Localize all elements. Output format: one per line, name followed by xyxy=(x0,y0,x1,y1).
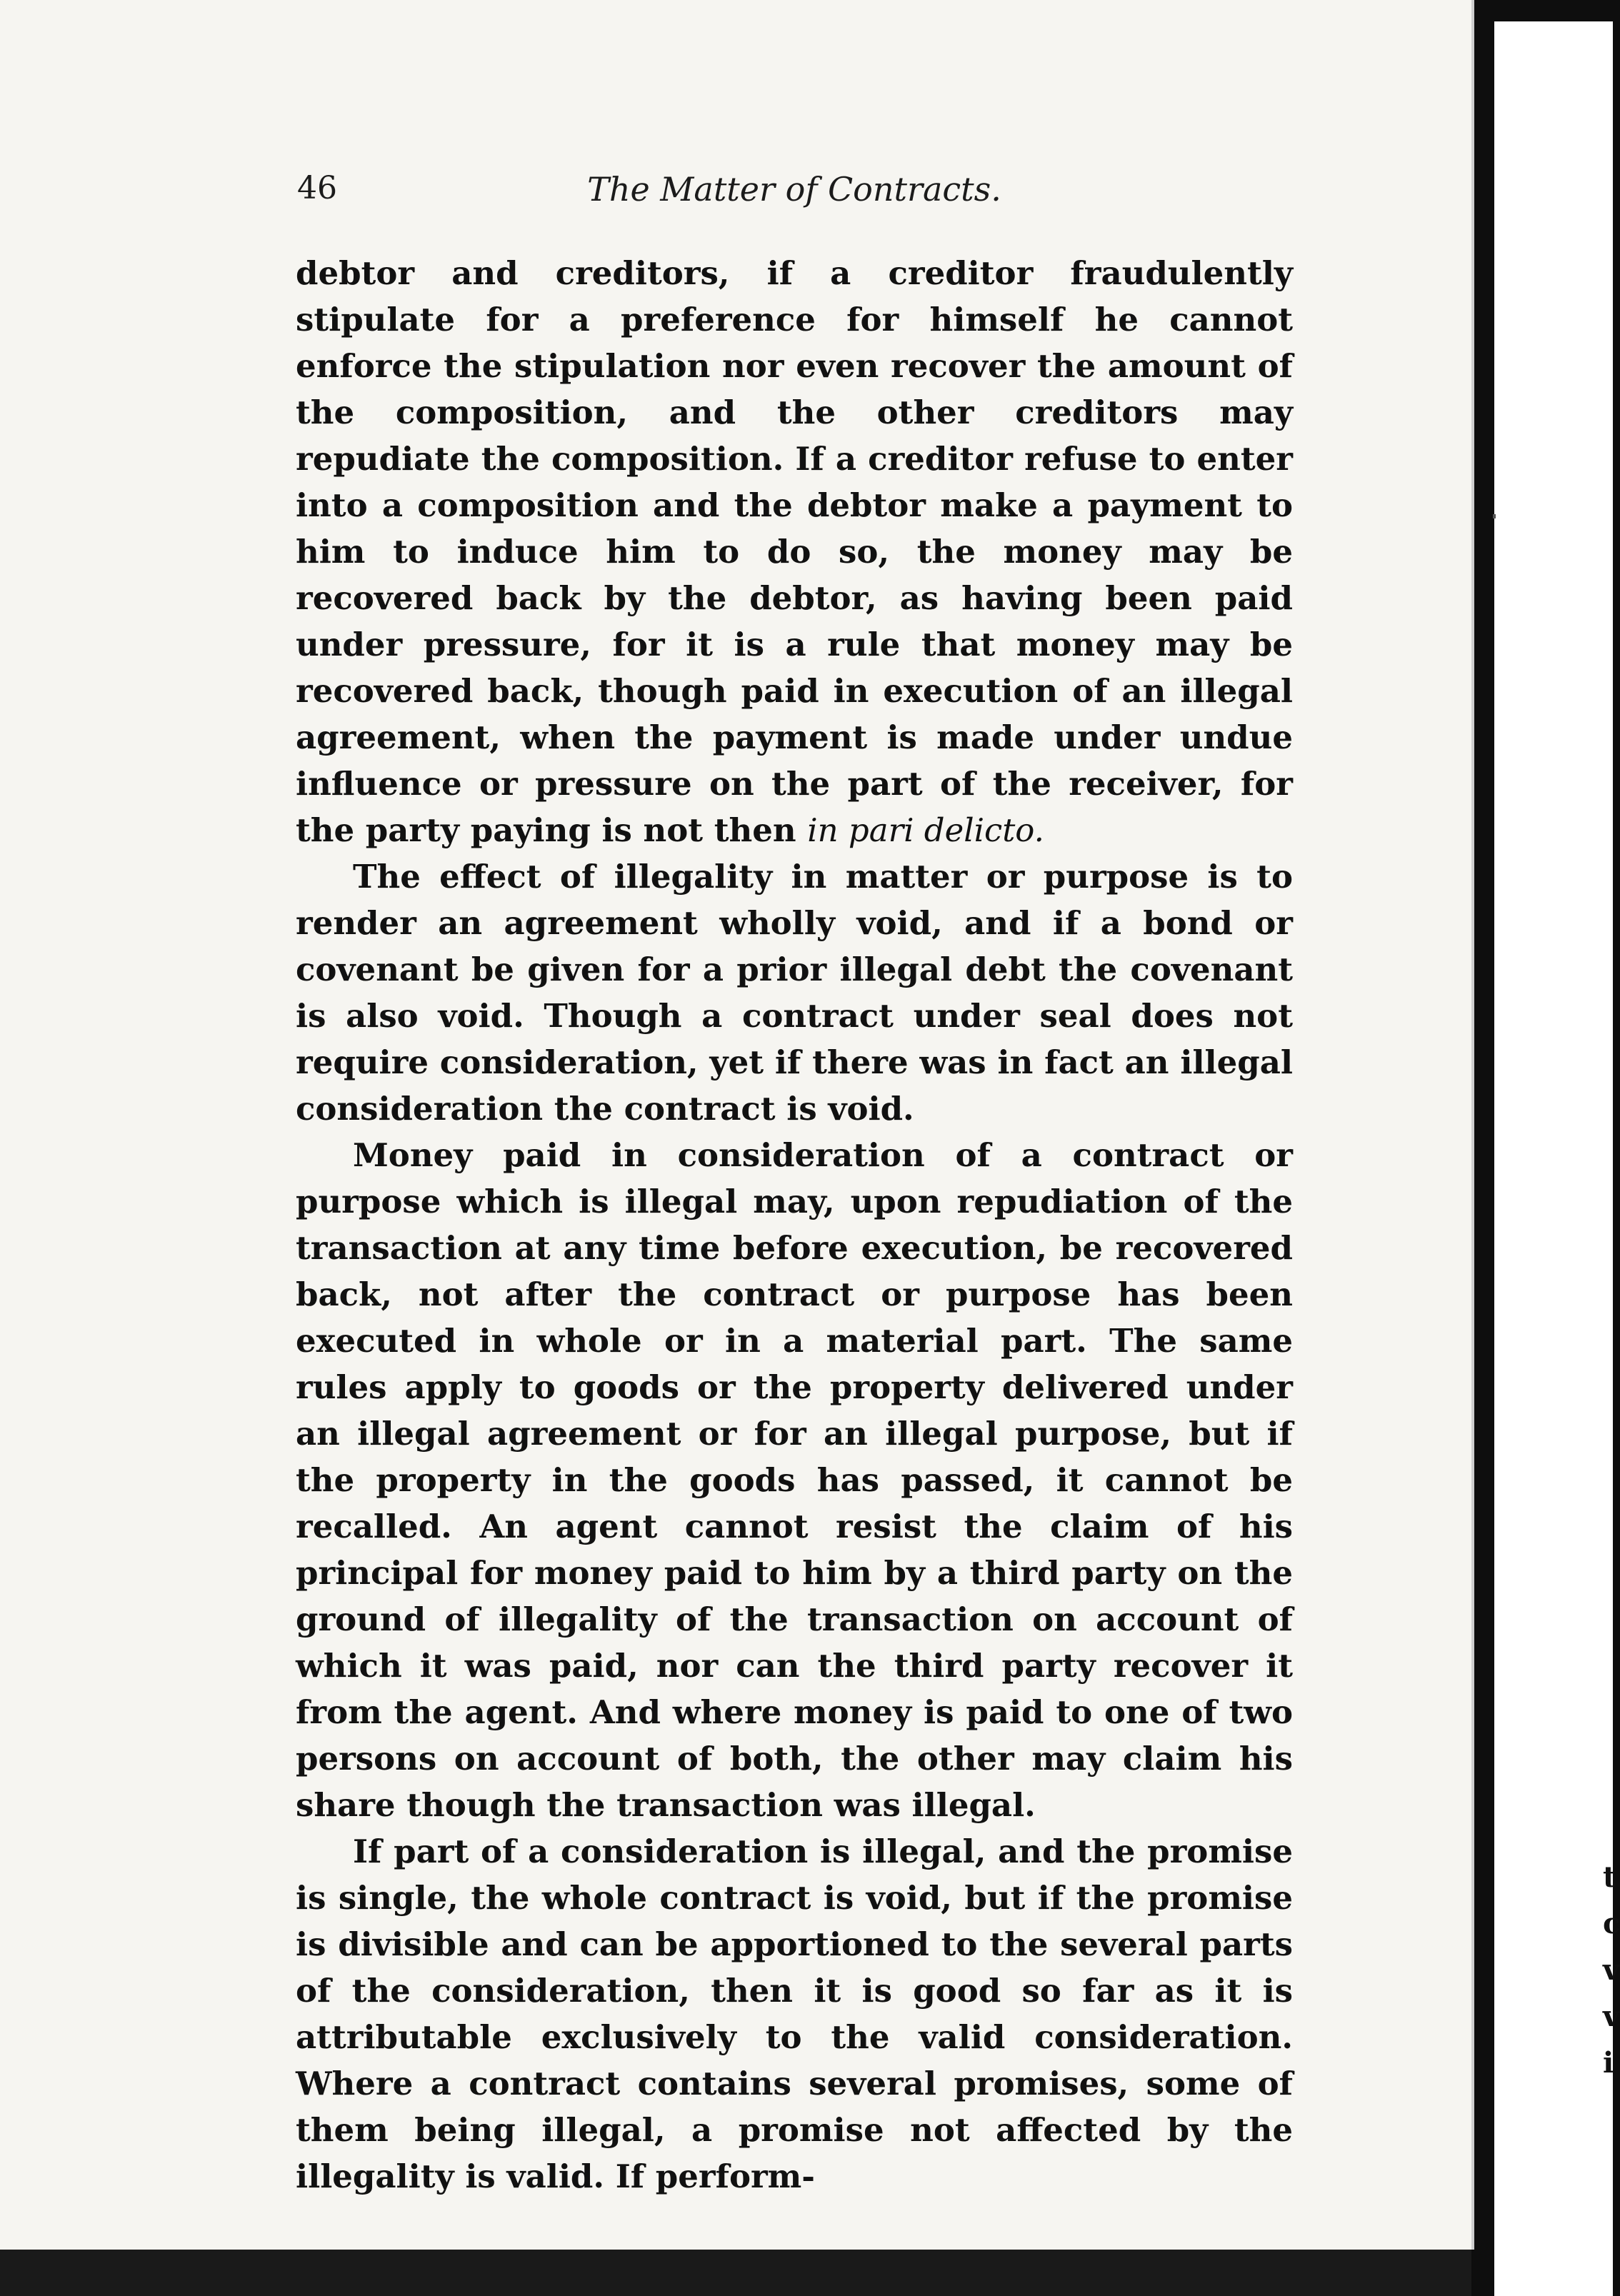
page-header xyxy=(297,170,1291,220)
page-number: 46 xyxy=(297,170,337,206)
running-title: The Matter of Contracts. xyxy=(587,170,1001,209)
paragraph-1-text: debtor and creditors, if a creditor fraudulently stipulate for a preference for himself he cannot enforce the stipulation nor even recover the amount of the composition, and the other creditors may repudiate the composition. If a creditor refuse to enter into a composition and the debtor make a payment to him to induce him to do so, the money may be recovered back by the debtor, as having been paid under pressure, for it is a rule that money may be recovered back, though paid in execution of an illegal agreement, when the payment is made under undue influence or pressure on the part of the receiver, for the party paying is not then xyxy=(296,254,1293,849)
margin-fragment: i xyxy=(1603,2046,1614,2080)
margin-fragment: t xyxy=(1603,1860,1616,1894)
margin-fragment: v xyxy=(1603,1953,1620,1987)
paragraph-4: If part of a consideration is illegal, and the promise is single, the whole contract is void, but if the promise is divisible and can be apportioned to the several parts of the consideration, then it is good so far as it is attributable exclusively to the valid consideration. Where a contract contains several promises, some of them being illegal, a promise not affected by the illegality is valid. If perform- xyxy=(296,1833,1293,2195)
margin-fragment: c xyxy=(1603,1907,1620,1940)
margin-fragment: v xyxy=(1603,2000,1620,2033)
paragraph-3: Money paid in consideration of a contract or purpose which is illegal may, upon repudiation of the transaction at any time before execution, be recovered back, not after the contract or purpose has been executed in whole or in a material part. The same rules apply to goods or the property delivered under an illegal agreement or for an illegal purpose, but if the property in the goods has passed, it cannot be recalled. An agent cannot resist the claim of his principal for money paid to him by a third party on the ground of illegality of the transaction on account of which it was paid, nor can the third party recover it from the agent. And where money is paid to one of two persons on account of both, the other may claim his share though the transaction was illegal. xyxy=(296,1136,1293,1824)
scan-bottom-shadow xyxy=(0,2250,1471,2296)
facing-page-edge xyxy=(1494,21,1620,2296)
scan-speck xyxy=(1493,514,1496,518)
paragraph-2: The effect of illegality in matter or purpose is to render an agreement wholly void, and if a bond or covenant be given for a prior illegal debt the covenant is also void. Though a contract under seal does not require consideration, yet if there was in fact an illegal consideration the contract is void. xyxy=(296,858,1293,1128)
body-text xyxy=(296,250,1293,2200)
paragraph-1-italic: in pari delicto. xyxy=(807,811,1044,849)
paragraph-1 xyxy=(296,250,1293,853)
